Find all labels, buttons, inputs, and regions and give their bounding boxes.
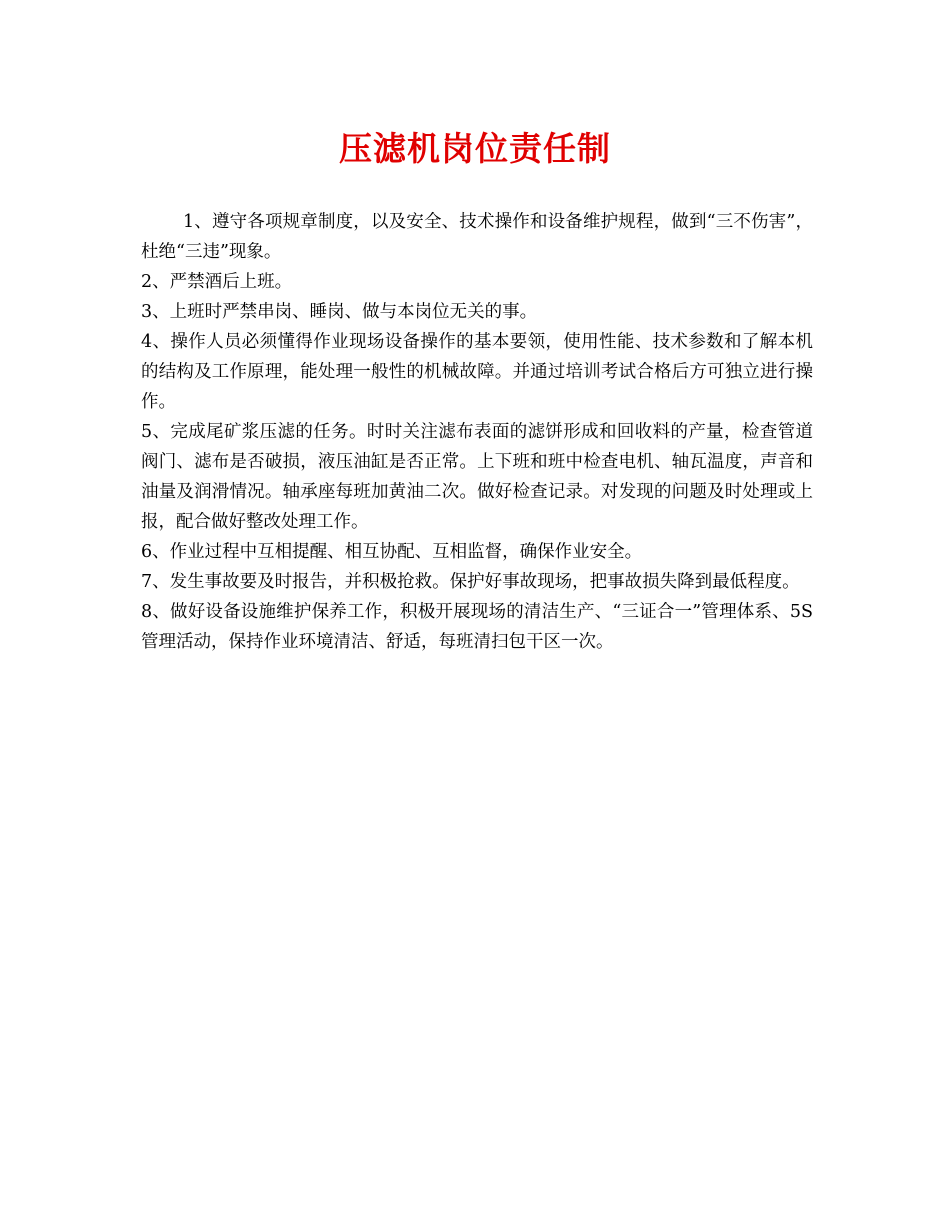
paragraph-1: 1、遵守各项规章制度，以及安全、技术操作和设备维护规程，做到“三不伤害”，杜绝“三违”现象。 <box>141 212 813 262</box>
paragraph-3: 3、上班时严禁串岗、睡岗、做与本岗位无关的事。 <box>141 302 538 322</box>
paragraph-4: 4、操作人员必须懂得作业现场设备操作的基本要领，使用性能、技术参数和了解本机的结构及工作原理，能处理一般性的机械故障。并通过培训考试合格后方可独立进行操作。 <box>141 332 813 412</box>
document-title: 压滤机岗位责任制 <box>339 129 611 168</box>
document-body <box>141 207 813 657</box>
paragraph-8: 8、做好设备设施维护保养工作，积极开展现场的清洁生产、“三证合一”管理体系、5S管理活动，保持作业环境清洁、舒适，每班清扫包干区一次。 <box>141 602 813 652</box>
paragraph-2: 2、严禁酒后上班。 <box>141 272 293 292</box>
paragraph-6: 6、作业过程中互相提醒、相互协配、互相监督，确保作业安全。 <box>141 542 643 562</box>
paragraph-7: 7、发生事故要及时报告，并积极抢救。保护好事故现场，把事故损失降到最低程度。 <box>141 572 800 592</box>
paragraph-5: 5、完成尾矿浆压滤的任务。时时关注滤布表面的滤饼形成和回收料的产量，检查管道阀门、滤布是否破损，液压油缸是否正常。上下班和班中检查电机、轴瓦温度，声音和油量及润滑情况。轴承座每班加黄油二次。做好检查记录。对发现的问题及时处理或上报，配合做好整改处理工作。 <box>141 422 813 532</box>
